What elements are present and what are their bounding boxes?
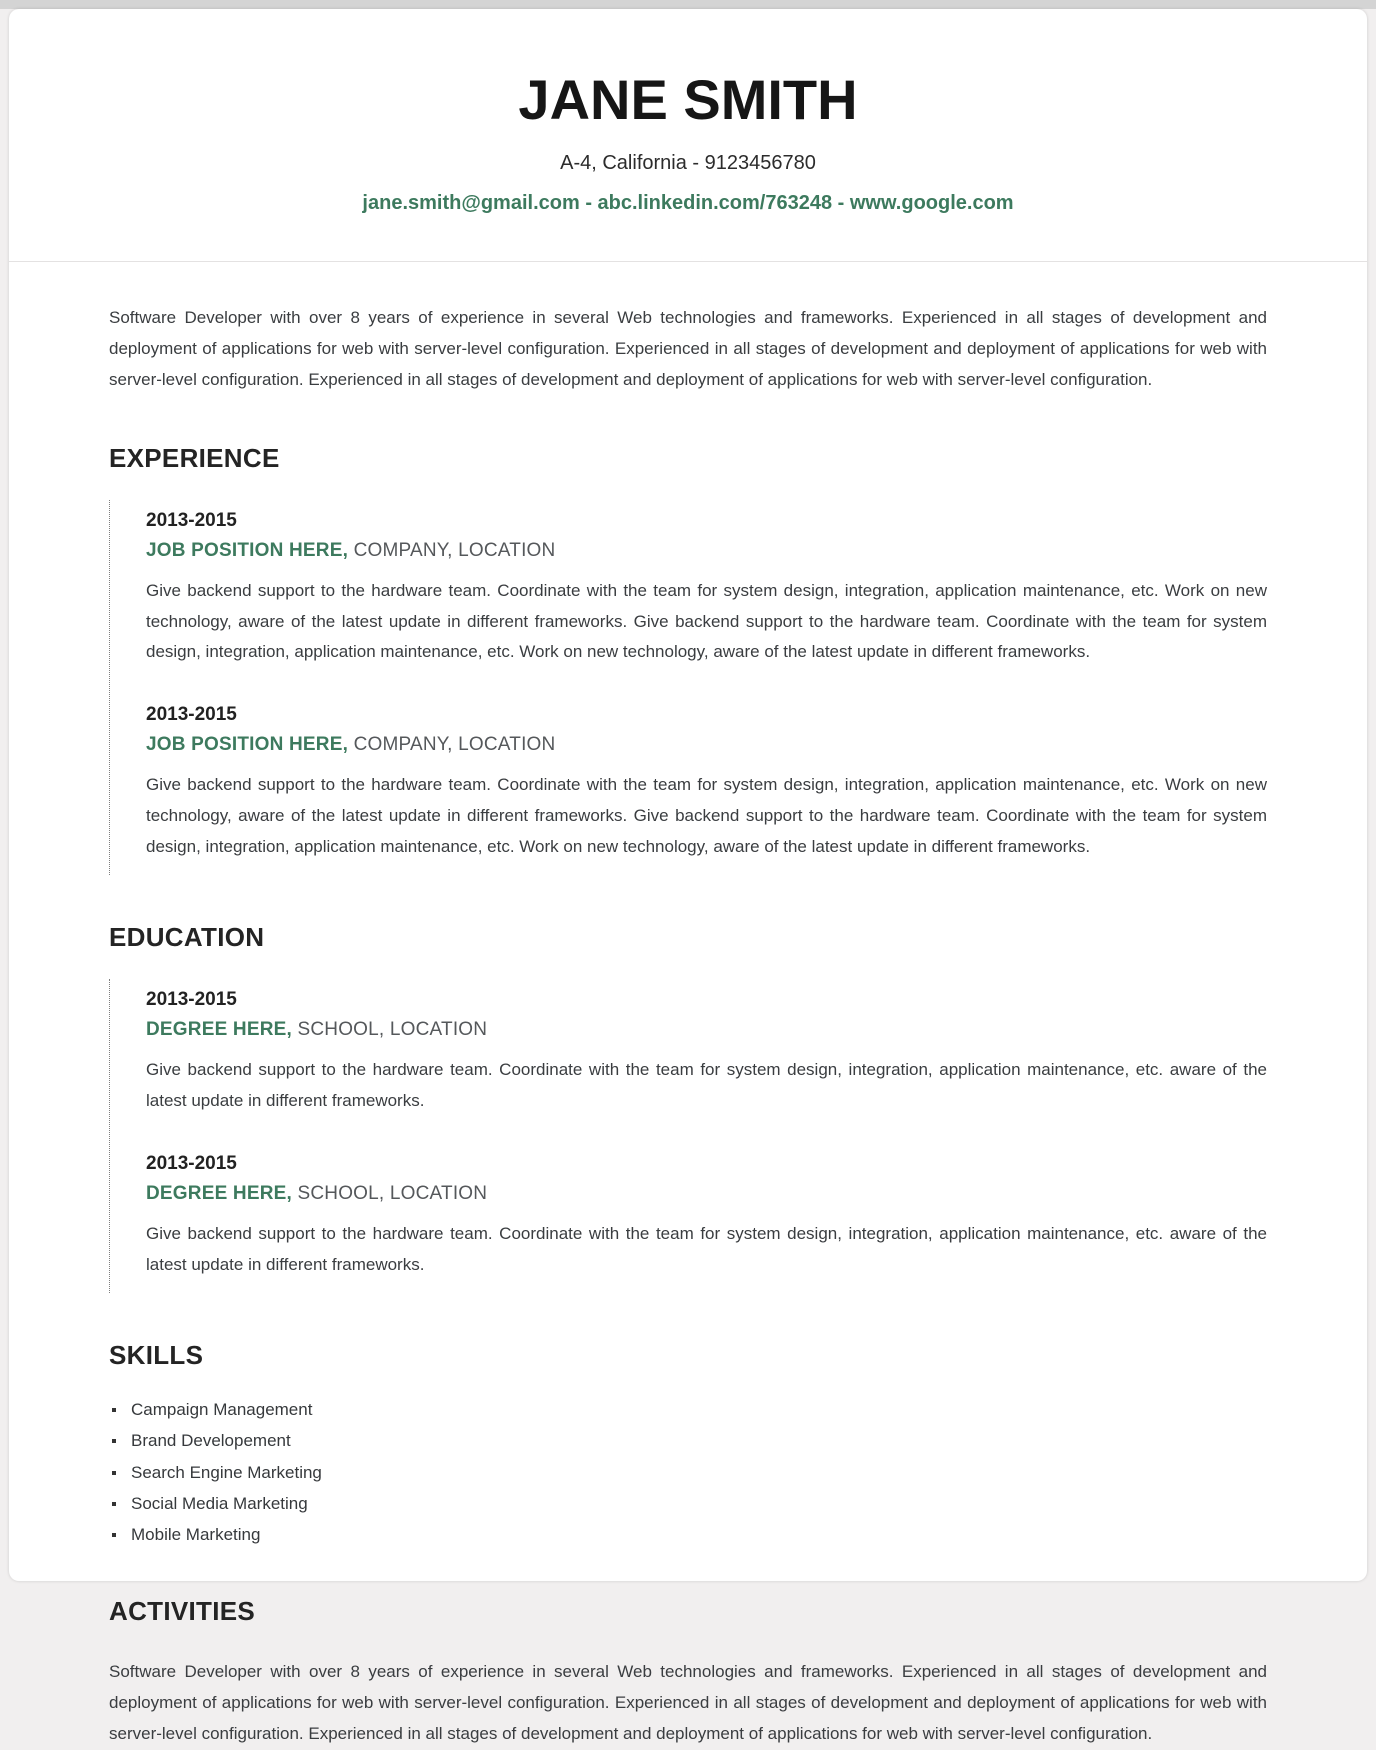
activities-paragraph: Software Developer with over 8 years of experience in several Web technologies and frameworks. Experienced in all stages of development and deployment of applications for web with server-level configuration. Experienced in all stages of development and deployment of applications for web with server-level configuration. Experienced in all stages of development and deployment of applications for web with server-level configuration. [109,1661,1267,1743]
entry-title [146,1019,1267,1041]
school-location: SCHOOL, LOCATION [297,1019,488,1041]
window-top-edge [0,0,1376,9]
school-location: SCHOOL, LOCATION [297,1183,488,1205]
entry-date: 2013-2015 [146,509,237,531]
skill-item: Mobile Marketing [109,1522,1267,1548]
job-position: JOB POSITION HERE, [146,734,349,756]
skill-item: Search Engine Marketing [109,1460,1267,1486]
section-heading-experience: EXPERIENCE [109,442,280,473]
entry-date: 2013-2015 [146,989,237,1011]
candidate-name: JANE SMITH [518,68,858,131]
experience-entry [146,694,1267,875]
skills-list [109,1397,1267,1549]
experience-entry [146,500,1267,695]
contact-links[interactable]: jane.smith@gmail.com - abc.linkedin.com/763248 - www.google.com [362,191,1014,214]
education-entry [146,979,1267,1143]
skill-item: Campaign Management [109,1397,1267,1423]
education-entries [109,979,1267,1293]
skill-item: Social Media Marketing [109,1491,1267,1517]
entry-date: 2013-2015 [146,1153,237,1175]
skill-item: Brand Developement [109,1428,1267,1454]
section-heading-education: EDUCATION [109,922,265,953]
section-heading-activities: ACTIVITIES [109,1595,256,1626]
company-location: COMPANY, LOCATION [353,734,556,756]
contact-line: A-4, California - 9123456780 [560,151,816,174]
resume-body [9,303,1367,1750]
resume-header [9,9,1367,262]
entry-description: Give backend support to the hardware team. Coordinate with the team for system design, integration, application maintenance, etc. Work on new technology, aware of the latest update in different frameworks. Give backend support to the hardware team. Coordinate with the team for system design, integration, application maintenance, etc. Work on new technology, aware of the latest update in different frameworks. [146,775,1267,857]
company-location: COMPANY, LOCATION [353,539,556,561]
resume-page [9,9,1367,1743]
entry-description: Give backend support to the hardware team. Coordinate with the team for system design, integration, application maintenance, etc. Work on new technology, aware of the latest update in different frameworks. Give backend support to the hardware team. Coordinate with the team for system design, integration, application maintenance, etc. Work on new technology, aware of the latest update in different frameworks. [146,580,1267,662]
entry-date: 2013-2015 [146,704,237,726]
education-entry [146,1143,1267,1293]
entry-description: Give backend support to the hardware team. Coordinate with the team for system design, integration, application maintenance, etc. aware of the latest update in different frameworks. [146,1060,1267,1111]
entry-description: Give backend support to the hardware team. Coordinate with the team for system design, integration, application maintenance, etc. aware of the latest update in different frameworks. [146,1224,1267,1275]
entry-title [146,540,1267,562]
degree: DEGREE HERE, [146,1183,292,1205]
job-position: JOB POSITION HERE, [146,539,349,561]
entry-title [146,1183,1267,1205]
experience-entries [109,500,1267,876]
entry-title [146,734,1267,756]
section-heading-skills: SKILLS [109,1339,204,1370]
degree: DEGREE HERE, [146,1019,292,1041]
summary-paragraph: Software Developer with over 8 years of experience in several Web technologies and frameworks. Experienced in all stages of development and deployment of applications for web with server-level configuration. Experienced in all stages of development and deployment of applications for web with server-level configuration. Experienced in all stages of development and deployment of applications for web with server-level configuration. [109,307,1267,389]
